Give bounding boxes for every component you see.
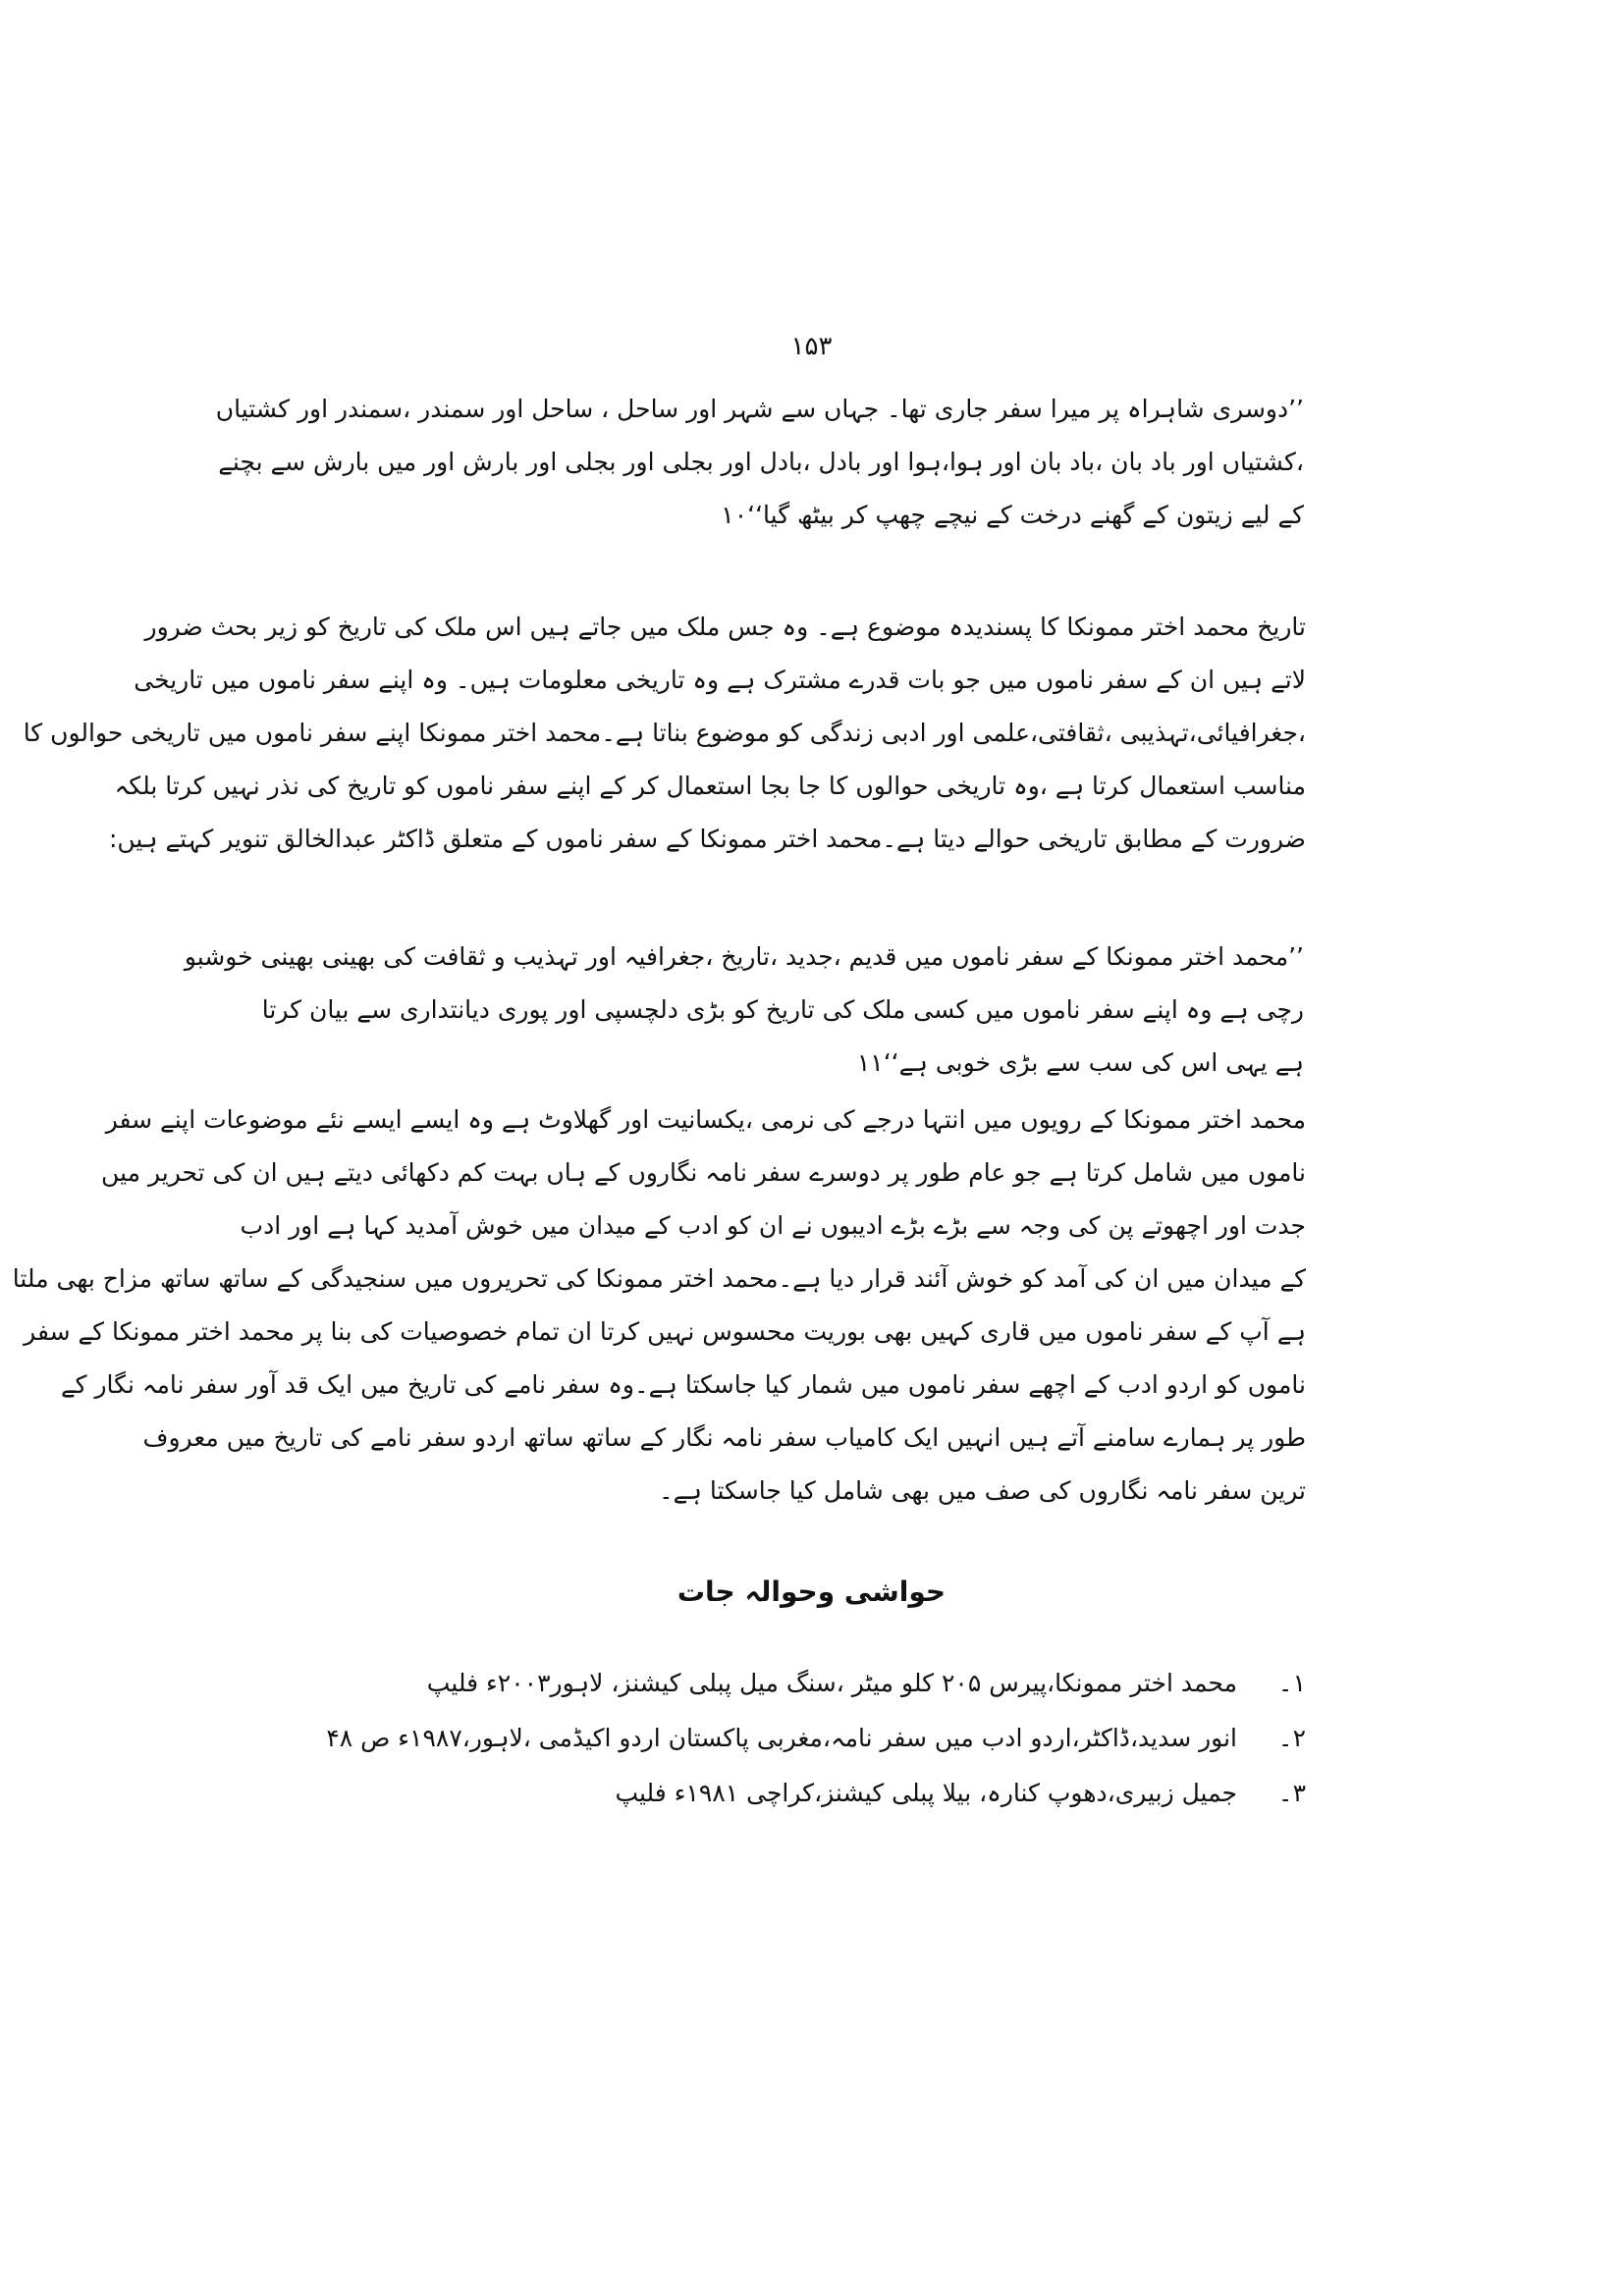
paragraph-1-line: ضرورت کے مطابق تاریخی حوالے دیتا ہے۔محمد اختر ممونکا کے سفر ناموں کے متعلق ڈاکٹر عبدالخالق تنویر کہتے ہیں: — [108, 825, 1306, 853]
reference-item — [314, 1669, 1306, 1724]
reference-number: ۳۔ — [1277, 1779, 1306, 1807]
quote-1-line: ،کشتیاں اور باد بان ،باد بان اور ہوا،ہوا اور بادل ،بادل اور بجلی اور بجلی اور بارش اور میں بارش سے بچنے — [218, 448, 1304, 476]
page-number: ۱۵۳ — [790, 332, 833, 361]
paragraph-1 — [23, 601, 1306, 866]
paragraph-2-line: طور پر ہمارے سامنے آتے ہیں انہیں ایک کامیاب سفر نامہ نگار کے ساتھ ساتھ اردو سفر نامے کی تاریخ میں معروف — [142, 1423, 1306, 1452]
reference-number: ۲۔ — [1277, 1724, 1306, 1752]
paragraph-2-line: ہے آپ کے سفر ناموں میں قاری کہیں بھی بوریت محسوس نہیں کرتا ان تمام خصوصیات کی بنا پر محمد اختر ممونکا کے سفر — [24, 1317, 1306, 1346]
quote-1-line: ’’دوسری شاہراہ پر میرا سفر جاری تھا۔ جہاں سے شہر اور ساحل ، ساحل اور سمندر ،سمندر اور کشتیاں — [215, 395, 1304, 423]
paragraph-2-line: محمد اختر ممونکا کے رویوں میں انتہا درجے کی نرمی ،یکسانیت اور گھلاوٹ ہے وہ ایسے ایسے نئے موضوعات اپنے سفر — [105, 1105, 1306, 1134]
references-list — [314, 1669, 1306, 1834]
paragraph-2 — [12, 1094, 1306, 1518]
paragraph-2-line: جدت اور اچھوتے پن کی وجہ سے بڑے بڑے ادیبوں نے ان کو ادب کے میدان میں خوش آمدید کہا ہے اور ادب — [240, 1211, 1306, 1240]
quote-2-line: ہے یہی اس کی سب سے بڑی خوبی ہے‘‘۱۱ — [856, 1048, 1304, 1077]
block-quote-1 — [215, 383, 1304, 542]
quote-2-line: رچی ہے وہ اپنے سفر ناموں میں کسی ملک کی تاریخ کو بڑی دلچسپی اور پوری دیانتداری سے بیان کرتا — [261, 995, 1304, 1024]
paragraph-1-line: ،جغرافیائی،تہذیبی ،ثقافتی،علمی اور ادبی زندگی کو موضوع بناتا ہے۔محمد اختر ممونکا اپنے سفر ناموں میں تاریخی حوالوں کا — [23, 719, 1306, 747]
reference-number: ۱۔ — [1277, 1669, 1306, 1697]
paragraph-1-line: مناسب استعمال کرتا ہے ،وہ تاریخی حوالوں کا جا بجا استعمال کر کے اپنے سفر ناموں کو تاریخ کی نذر نہیں کرتا بلکہ — [114, 772, 1306, 800]
paragraph-1-line: تاریخ محمد اختر ممونکا کا پسندیدہ موضوع ہے۔ وہ جس ملک میں جاتے ہیں اس ملک کی تاریخ کو زیر بحث ضرور — [144, 613, 1306, 641]
quote-1-line: کے لیے زیتون کے گھنے درخت کے نیچے چھپ کر بیٹھ گیا‘‘۱۰ — [721, 501, 1304, 529]
paragraph-2-line: ناموں کو اردو ادب کے اچھے سفر ناموں میں شمار کیا جاسکتا ہے۔وہ سفر نامے کی تاریخ میں ایک قد آور سفر نامہ نگار کے — [60, 1370, 1306, 1399]
reference-text: انور سدید،ڈاکٹر،اردو ادب میں سفر نامہ،مغربی پاکستان اردو اکیڈمی ،لاہور،۱۹۸۷ء ص ۴۸ — [326, 1724, 1237, 1752]
references-heading: حواشی وحوالہ جات — [676, 1575, 947, 1608]
paragraph-1-line: لاتے ہیں ان کے سفر ناموں میں جو بات قدرے مشترک ہے وہ تاریخی معلومات ہیں۔ وہ اپنے سفر ناموں میں تاریخی — [134, 666, 1306, 694]
reference-text: محمد اختر ممونکا،پیرس ۲۰۵ کلو میٹر ،سنگ میل پبلی کیشنز، لاہور۲۰۰۳ء فلیپ — [426, 1669, 1237, 1697]
block-quote-2 — [184, 931, 1304, 1090]
paragraph-2-line: کے میدان میں ان کی آمد کو خوش آئند قرار دیا ہے۔محمد اختر ممونکا کی تحریروں میں سنجیدگی کے ساتھ ساتھ مزاح بھی ملتا — [12, 1264, 1306, 1293]
reference-item — [314, 1779, 1306, 1834]
reference-text: جمیل زبیری،دھوپ کنارہ، بیلا پبلی کیشنز،کراچی ۱۹۸۱ء فلیپ — [615, 1779, 1237, 1807]
reference-item — [314, 1724, 1306, 1779]
quote-2-line: ’’محمد اختر ممونکا کے سفر ناموں میں قدیم ،جدید ،تاریخ ،جغرافیہ اور تہذیب و ثقافت کی بھینی بھینی خوشبو — [184, 942, 1304, 971]
paragraph-2-line: ناموں میں شامل کرتا ہے جو عام طور پر دوسرے سفر نامہ نگاروں کے ہاں بہت کم دکھائی دیتے ہیں ان کی تحریر میں — [101, 1158, 1306, 1187]
paragraph-2-line: ترین سفر نامہ نگاروں کی صف میں بھی شامل کیا جاسکتا ہے۔ — [658, 1476, 1306, 1505]
